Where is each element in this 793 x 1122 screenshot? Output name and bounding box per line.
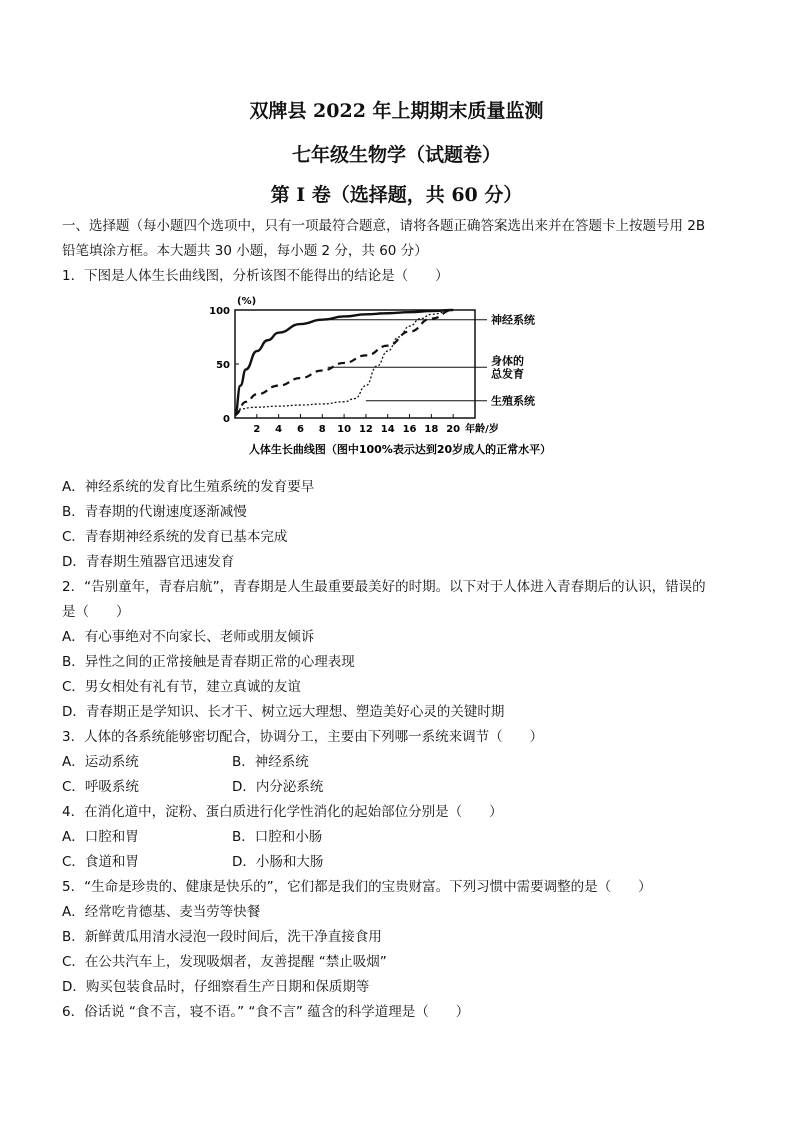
series-label: 身体的 xyxy=(491,354,524,368)
q1-option-d: D．青春期生殖器官迅速发育 xyxy=(62,554,235,570)
section-heading: 第 I 卷（选择题，共 60 分） xyxy=(270,184,523,206)
x-tick-label: 14 xyxy=(380,424,395,435)
q4-option-c: C．食道和胃 xyxy=(62,854,139,870)
x-tick-label: 8 xyxy=(318,424,326,435)
question-6-stem: 6．俗话说 “食不言，寝不语。” “食不言” 蕴含的科学道理是（ ） xyxy=(62,1004,470,1020)
q5-option-a: A．经常吃肯德基、麦当劳等快餐 xyxy=(62,904,261,920)
series-label: 生殖系统 xyxy=(491,394,535,408)
q5-option-d: D．购买包装食品时，仔细察看生产日期和保质期等 xyxy=(62,979,370,995)
q1-option-b: B．青春期的代谢速度逐渐减慢 xyxy=(62,504,247,520)
q4-option-a: A．口腔和胃 xyxy=(62,829,139,845)
y-tick-label: 0 xyxy=(223,414,230,425)
y-tick-label: 50 xyxy=(216,360,230,371)
q3-option-b: B．神经系统 xyxy=(232,754,309,770)
exam-subtitle: 七年级生物学（试题卷） xyxy=(291,144,501,166)
exam-title: 双牌县 2022 年上期期末质量监测 xyxy=(249,100,544,122)
question-5-stem: 5．“生命是珍贵的、健康是快乐的”，它们都是我们的宝贵财富。下列习惯中需要调整的是（ ） xyxy=(62,879,652,895)
question-1-stem: 1．下图是人体生长曲线图，分析该图不能得出的结论是（ ） xyxy=(62,268,449,284)
x-tick-label: 18 xyxy=(424,424,439,435)
x-tick-label: 16 xyxy=(402,424,417,435)
q1-option-c: C．青春期神经系统的发育已基本完成 xyxy=(62,529,288,545)
series-label: 神经系统 xyxy=(491,313,535,327)
q3-option-d: D．内分泌系统 xyxy=(232,779,324,795)
growth-curve-chart xyxy=(200,290,600,460)
instructions-line-2: 铅笔填涂方框。本大题共 30 小题，每小题 2 分，共 60 分） xyxy=(62,243,428,259)
x-tick-label: 2 xyxy=(253,424,261,435)
x-tick-label: 4 xyxy=(275,424,283,435)
q2-option-b: B．异性之间的正常接触是青春期正常的心理表现 xyxy=(62,654,355,670)
q5-option-c: C．在公共汽车上，发现吸烟者，友善提醒 “禁止吸烟” xyxy=(62,954,387,970)
q2-option-d: D．青春期正是学知识、长才干、树立远大理想、塑造美好心灵的关键时期 xyxy=(62,704,505,720)
instructions-line-1: 一、选择题（每小题四个选项中，只有一项最符合题意，请将各题正确答案选出来并在答题卡上按题号用 2B xyxy=(62,218,706,234)
q3-option-c: C．呼吸系统 xyxy=(62,779,139,795)
x-tick-label: 20 xyxy=(446,424,461,435)
chart-caption: 人体生长曲线图（图中100%表示达到20岁成人的正常水平） xyxy=(248,443,552,456)
question-2-stem-line-2: 是（ ） xyxy=(62,604,130,620)
question-4-stem: 4．在消化道中，淀粉、蛋白质进行化学性消化的起始部位分别是（ ） xyxy=(62,804,503,820)
plot-frame xyxy=(235,310,475,418)
q2-option-a: A．有心事绝对不向家长、老师或朋友倾诉 xyxy=(62,629,315,645)
x-tick-label: 10 xyxy=(337,424,352,435)
x-axis-label: 年龄/岁 xyxy=(465,424,499,435)
q4-option-b: B．口腔和小肠 xyxy=(232,829,323,845)
question-3-stem: 3．人体的各系统能够密切配合，协调分工，主要由下列哪一系统来调节（ ） xyxy=(62,729,544,745)
q3-option-a: A．运动系统 xyxy=(62,754,139,770)
q2-option-c: C．男女相处有礼有节，建立真诚的友谊 xyxy=(62,679,301,695)
series-label: 总发育 xyxy=(491,367,524,381)
q4-option-d: D．小肠和大肠 xyxy=(232,854,324,870)
y-tick-label: 100 xyxy=(209,306,230,317)
x-tick-label: 6 xyxy=(296,424,304,435)
series-line-2 xyxy=(235,310,453,415)
question-2-stem-line-1: 2．“告别童年，青春启航”，青春期是人生最重要最美好的时期。以下对于人体进入青春期后的认识，错误的 xyxy=(62,579,706,595)
q5-option-b: B．新鲜黄瓜用清水浸泡一段时间后，洗干净直接食用 xyxy=(62,929,382,945)
q3-options-row-1 xyxy=(62,753,139,771)
y-axis-label: (%) xyxy=(237,296,257,307)
series-line-3 xyxy=(235,310,453,409)
x-tick-label: 12 xyxy=(358,424,373,435)
q1-option-a: A．神经系统的发育比生殖系统的发育要早 xyxy=(62,479,315,495)
